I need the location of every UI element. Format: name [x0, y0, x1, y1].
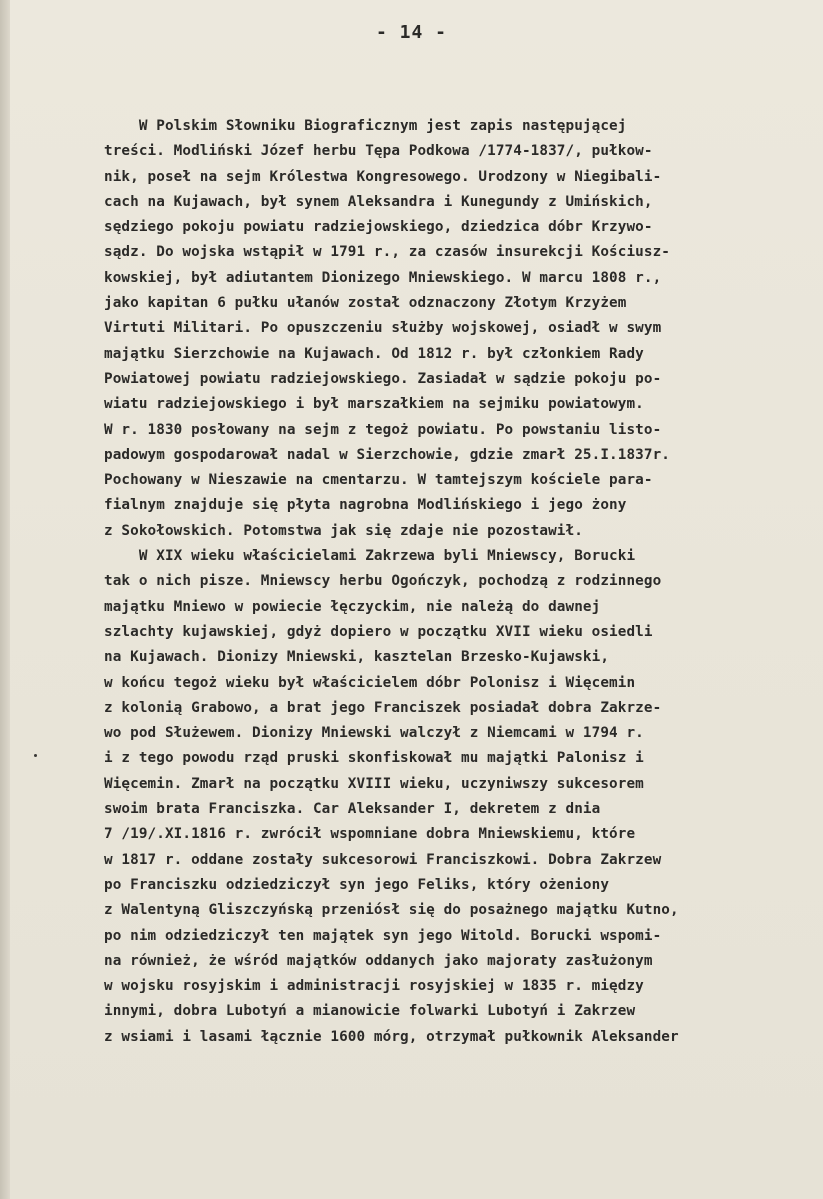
text-line: z kolonią Grabowo, a brat jego Franciszek posiadał dobra Zakrze-: [104, 699, 662, 716]
text-line: z Sokołowskich. Potomstwa jak się zdaje nie pozostawił.: [104, 522, 583, 539]
text-line: wo pod Służewem. Dionizy Mniewski walczył z Niemcami w 1794 r.: [104, 725, 644, 742]
text-line: po Franciszku odziedziczył syn jego Feliks, który ożeniony: [104, 876, 610, 893]
text-line: sędziego pokoju powiatu radziejowskiego, dziedzica dóbr Krzywo-: [104, 219, 653, 236]
text-line: po nim odziedziczył ten majątek syn jego Witold. Borucki wspomi-: [104, 927, 662, 944]
text-line: jako kapitan 6 pułku ułanów został odznaczony Złotym Krzyżem: [104, 295, 627, 312]
text-line: treści. Modliński Józef herbu Tępa Podkowa /1774-1837/, pułkow-: [104, 143, 653, 160]
text-line: w 1817 r. oddane zostały sukcesorowi Franciszkowi. Dobra Zakrzew: [104, 851, 662, 868]
text-line: padowym gospodarował nadal w Sierzchowie, gdzie zmarł 25.I.1837r.: [104, 446, 670, 463]
page-binding-edge: [0, 0, 10, 1199]
text-line: z Walentyną Gliszczyńską przeniósł się do posażnego majątku Kutno,: [104, 902, 679, 919]
text-line: majątku Mniewo w powiecie łęczyckim, nie należą do dawnej: [104, 598, 601, 615]
ink-speck: [34, 754, 37, 757]
text-line: majątku Sierzchowie na Kujawach. Od 1812 r. był członkiem Rady: [104, 345, 644, 362]
text-line: Powiatowej powiatu radziejowskiego. Zasiadał w sądzie pokoju po-: [104, 370, 662, 387]
text-line: cach na Kujawach, był synem Aleksandra i Kunegundy z Umińskich,: [104, 193, 653, 210]
text-line: Virtuti Militari. Po opuszczeniu służby wojskowej, osiadł w swym: [104, 320, 662, 337]
text-line: innymi, dobra Lubotyń a mianowicie folwarki Lubotyń i Zakrzew: [104, 1003, 636, 1020]
text-line: sądz. Do wojska wstąpił w 1791 r., za czasów insurekcji Kościusz-: [104, 244, 670, 261]
text-line: Pochowany w Nieszawie na cmentarzu. W tamtejszym kościele para-: [104, 472, 653, 489]
text-line: tak o nich pisze. Mniewscy herbu Ogończyk, pochodzą z rodzinnego: [104, 573, 662, 590]
page-number: - 14 -: [375, 22, 448, 43]
text-line: Więcemin. Zmarł na początku XVIII wieku, uczyniwszy sukcesorem: [104, 775, 644, 792]
text-line: w wojsku rosyjskim i administracji rosyjskiej w 1835 r. między: [104, 978, 644, 995]
text-line: 7 /19/.XI.1816 r. zwrócił wspomniane dobra Mniewskiemu, które: [104, 826, 636, 843]
text-line: z wsiami i lasami łącznie 1600 mórg, otrzymał pułkownik Aleksander: [104, 1028, 679, 1045]
text-line: nik, poseł na sejm Królestwa Kongresowego. Urodzony w Niegibali-: [104, 168, 662, 185]
text-line: i z tego powodu rząd pruski skonfiskował mu majątki Palonisz i: [104, 750, 644, 767]
text-line: na również, że wśród majątków oddanych jako majoraty zasłużonym: [104, 952, 653, 969]
text-line: w końcu tegoż wieku był właścicielem dóbr Polonisz i Więcemin: [104, 674, 636, 691]
text-line: kowskiej, był adiutantem Dionizego Mniewskiego. W marcu 1808 r.,: [104, 269, 662, 286]
text-line: W XIX wieku właścicielami Zakrzewa byli Mniewscy, Borucki: [104, 548, 636, 565]
text-line: wiatu radziejowskiego i był marszałkiem na sejmiku powiatowym.: [104, 396, 644, 413]
text-line: W r. 1830 posłowany na sejm z tegoż powiatu. Po powstaniu listo-: [104, 421, 662, 438]
text-line: na Kujawach. Dionizy Mniewski, kasztelan Brzesko-Kujawski,: [104, 649, 610, 666]
text-line: szlachty kujawskiej, gdyż dopiero w początku XVII wieku osiedli: [104, 623, 653, 640]
text-line: W Polskim Słowniku Biograficznym jest zapis następującej: [104, 118, 627, 134]
text-line: fialnym znajduje się płyta nagrobna Modlińskiego i jego żony: [104, 497, 627, 514]
body-text: [104, 114, 804, 1050]
text-line: swoim brata Franciszka. Car Aleksander I, dekretem z dnia: [104, 801, 601, 818]
